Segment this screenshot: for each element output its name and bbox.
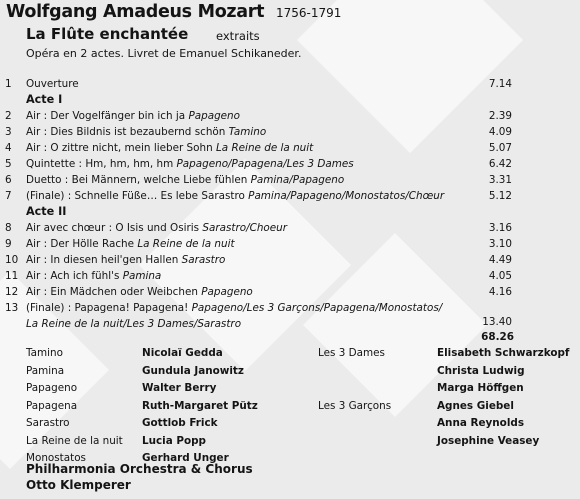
- track-duration: 3.10: [488, 238, 512, 250]
- cast-singer: Gottlob Frick: [142, 417, 218, 429]
- track-text: Air : Der Vogelfänger bin ich ja: [26, 110, 189, 122]
- orchestra: Philharmonia Orchestra & Chorus: [26, 462, 253, 476]
- track-roles: Sarastro/Choeur: [202, 222, 288, 234]
- track-title: [26, 126, 266, 139]
- cast-role: Tamino: [26, 347, 63, 359]
- track-duration: 5.07: [488, 142, 512, 154]
- track-duration: 7.14: [488, 78, 512, 90]
- track-number: 12: [5, 286, 19, 298]
- cast-role: Monostatos: [26, 452, 86, 464]
- track-duration: 4.05: [488, 270, 512, 282]
- cast-singer: Christa Ludwig: [437, 364, 525, 377]
- composer-name: Wolfgang Amadeus Mozart: [6, 2, 265, 22]
- track-number: 5: [5, 158, 12, 170]
- track-number: 11: [5, 270, 19, 282]
- track-roles: Sarastro: [181, 254, 226, 266]
- track-duration: 4.49: [488, 254, 512, 266]
- track-title: [26, 222, 287, 235]
- cast-singer: Ruth-Margaret Pütz: [142, 399, 258, 412]
- track-number: 10: [5, 254, 19, 266]
- track-text: Air : O zittre nicht, mein lieber Sohn: [26, 142, 216, 154]
- track-number: 2: [5, 110, 12, 122]
- track-roles: La Reine de la nuit/Les 3 Dames/Sarastro: [26, 318, 242, 330]
- track-duration: 3.16: [488, 222, 512, 234]
- track-title: [26, 238, 235, 251]
- track-text: Air : Der Hölle Rache: [26, 238, 138, 250]
- track-roles: Papageno/Papagena/Les 3 Dames: [176, 158, 354, 170]
- track-title: [26, 254, 225, 267]
- act-heading: Acte I: [26, 93, 63, 106]
- track-text: Air : Ein Mädchen oder Weibchen: [26, 286, 202, 298]
- cast-singer: Walter Berry: [142, 382, 217, 394]
- cast-singer: Marga Höffgen: [437, 382, 524, 394]
- track-text: Air : Ach ich fühl's: [26, 270, 123, 282]
- track-roles: La Reine de la nuit: [137, 238, 235, 250]
- cast-role: Papagena: [26, 399, 78, 412]
- track-text: Air : Dies Bildnis ist bezaubernd schön: [26, 126, 229, 138]
- track-title: [26, 142, 313, 155]
- track-roles: La Reine de la nuit: [215, 142, 314, 154]
- track-title: [26, 270, 161, 283]
- track-title: [26, 174, 344, 187]
- track-duration: 13.40: [482, 316, 512, 328]
- total-duration: 68.26: [481, 331, 514, 343]
- track-title: [26, 110, 240, 123]
- track-duration: 6.42: [488, 158, 512, 170]
- track-duration: 2.39: [488, 110, 512, 122]
- track-title: [26, 318, 241, 331]
- track-title: [26, 158, 354, 171]
- track-text: (Finale) : Papagena! Papagena!: [26, 302, 192, 314]
- track-text: Quintette : Hm, hm, hm, hm: [26, 158, 177, 170]
- track-number: 8: [5, 222, 12, 234]
- track-text: (Finale) : Schnelle Füße… Es lebe Sarastro: [26, 190, 249, 202]
- track-title: [26, 78, 79, 91]
- track-roles: Papageno/Les 3 Garçons/Papagena/Monostatos/: [191, 302, 443, 314]
- track-duration: 4.09: [488, 126, 512, 138]
- track-title: [26, 286, 253, 299]
- track-text: Duetto : Bei Männern, welche Liebe fühlen: [26, 174, 251, 186]
- track-number: 6: [5, 174, 12, 186]
- track-duration: 5.12: [488, 190, 512, 202]
- cast-singer: Nicolaï Gedda: [142, 347, 223, 359]
- track-number: 3: [5, 126, 12, 138]
- act-heading: Acte II: [26, 205, 67, 218]
- cast-singer: Anna Reynolds: [437, 417, 525, 429]
- track-number: 4: [5, 142, 12, 154]
- cast-role: Papageno: [26, 382, 78, 394]
- cast-singer: Lucia Popp: [142, 434, 206, 447]
- cast-singer: Josephine Veasey: [437, 434, 540, 447]
- track-title: [26, 302, 442, 315]
- conductor: Otto Klemperer: [26, 478, 131, 492]
- cast-role: Sarastro: [26, 417, 70, 429]
- track-title: [26, 190, 444, 203]
- cast-role: Les 3 Garçons: [318, 399, 392, 412]
- work-title: La Flûte enchantée: [26, 25, 189, 43]
- cast-role: La Reine de la nuit: [26, 434, 123, 447]
- track-number: 7: [5, 190, 12, 202]
- work-subtitle: Opéra en 2 actes. Livret de Emanuel Schikaneder.: [26, 47, 302, 60]
- track-number: 9: [5, 238, 12, 250]
- track-roles: Pamina/Papageno: [250, 174, 345, 186]
- track-text: Air avec chœur : O Isis und Osiris: [26, 222, 203, 234]
- extraits-label: extraits: [216, 29, 260, 43]
- track-roles: Pamina: [122, 270, 162, 282]
- track-duration: 3.31: [488, 174, 512, 186]
- cast-role: Les 3 Dames: [318, 347, 385, 359]
- track-roles: Papageno: [201, 286, 253, 298]
- track-number: 1: [5, 78, 12, 90]
- cast-singer: Gerhard Unger: [142, 452, 229, 464]
- track-roles: Papageno: [188, 110, 240, 122]
- track-roles: Pamina/Papageno/Monostatos/Chœur: [248, 190, 445, 202]
- composer-years: 1756-1791: [276, 6, 342, 20]
- track-text: Air : In diesen heil'gen Hallen: [26, 254, 182, 266]
- cast-singer: Gundula Janowitz: [142, 364, 244, 377]
- track-text: Ouverture: [26, 78, 79, 90]
- cast-singer: Elisabeth Schwarzkopf: [437, 347, 570, 359]
- cast-role: Pamina: [26, 364, 65, 377]
- track-number: 13: [5, 302, 19, 314]
- track-duration: 4.16: [488, 286, 512, 298]
- track-roles: Tamino: [228, 126, 267, 138]
- cast-singer: Agnes Giebel: [437, 399, 514, 412]
